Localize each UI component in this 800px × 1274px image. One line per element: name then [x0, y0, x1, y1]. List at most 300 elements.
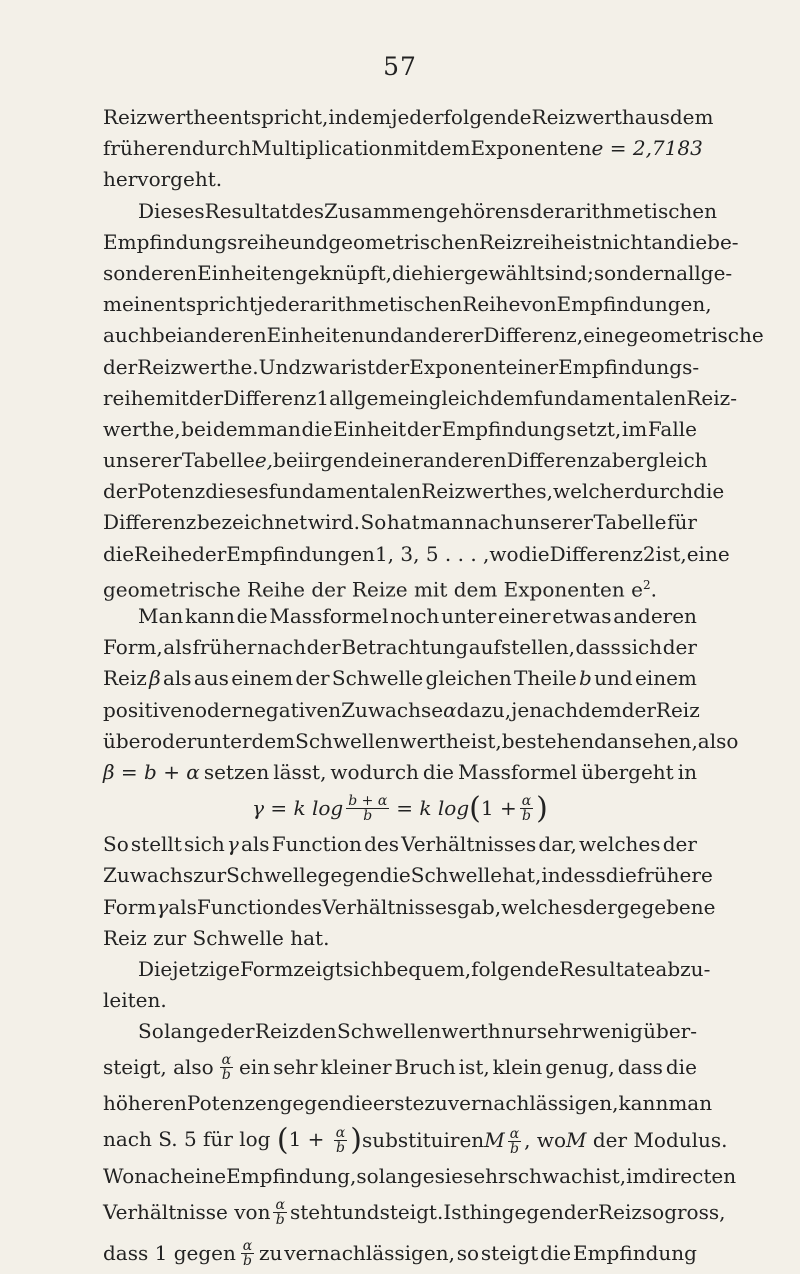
word: So: [103, 832, 129, 857]
word: directen: [651, 1163, 737, 1188]
word: an: [651, 229, 677, 254]
word: wird.: [307, 510, 360, 535]
word: Falle: [647, 416, 697, 441]
text-line: [103, 695, 700, 726]
word: die: [341, 1091, 373, 1116]
word: als: [163, 635, 192, 660]
word: gewählt: [463, 260, 545, 285]
word: dem: [212, 416, 257, 441]
word: Tabelle: [593, 510, 667, 535]
word: Differenz: [223, 385, 317, 410]
word: Wonach: [103, 1163, 184, 1188]
word: nach: [464, 510, 514, 535]
text-line: [103, 954, 711, 985]
word: der: [192, 541, 227, 566]
word: ist: [575, 229, 600, 254]
word: Theile: [514, 666, 577, 691]
word: folgende: [443, 105, 532, 129]
word: Schwelle: [410, 863, 503, 888]
word: der: [295, 666, 330, 691]
word: Massformel: [269, 604, 389, 628]
word: die: [693, 479, 725, 504]
word: Reiz: [598, 1199, 642, 1224]
word: jetzige: [172, 956, 240, 981]
word: anderen: [422, 448, 507, 473]
word: Reiz: [103, 666, 147, 691]
word: mit: [393, 136, 427, 161]
text-line: dass 1 gegen $\frac{\alpha}{b}$ zu vernachlässigen, so steigt die Empfindung: [103, 1237, 697, 1269]
text-line: [103, 923, 697, 954]
word: Betrachtung: [341, 635, 469, 660]
word: geometrischen: [328, 229, 479, 254]
text-line: [103, 102, 714, 133]
text-line: [103, 320, 764, 351]
word: wo: [489, 541, 519, 566]
word: Differenz: [549, 541, 643, 566]
word: oder: [150, 728, 197, 753]
word: für: [667, 510, 697, 535]
word: Reihe: [462, 292, 521, 317]
word: übergeht: [581, 759, 674, 784]
word: welcher: [552, 479, 634, 504]
word: als: [162, 666, 192, 691]
word: folgende: [471, 956, 560, 981]
word: welches: [501, 894, 583, 919]
word: anderen: [182, 323, 267, 348]
word: zur: [193, 863, 227, 888]
word: der: [375, 354, 410, 379]
word: die: [422, 759, 454, 784]
text-line: [103, 383, 737, 414]
line-text: geometrische Reihe der Reize mit dem Exponenten $e^2$.: [103, 577, 657, 602]
text-line: [103, 164, 697, 195]
word: man: [420, 510, 465, 535]
word: Dieses: [138, 198, 205, 223]
text-line: [103, 829, 697, 860]
word: einem: [634, 666, 697, 691]
word: dem: [251, 728, 296, 753]
word: der: [662, 832, 697, 857]
word: und: [341, 1199, 380, 1224]
word: die: [540, 1240, 572, 1265]
word: Function: [271, 832, 362, 857]
word: die: [391, 260, 424, 285]
word: unserer: [103, 448, 182, 473]
word: Multiplication: [251, 136, 394, 161]
word: β = b + α: [103, 759, 200, 784]
word: einem: [231, 666, 294, 691]
word: frühere: [636, 863, 713, 888]
text-line: [103, 539, 730, 570]
word: dazu,: [456, 697, 512, 722]
word: man: [257, 416, 301, 441]
word: welches: [579, 832, 661, 857]
word: der: [621, 697, 656, 722]
word: mit: [155, 385, 189, 410]
word: der: [103, 479, 138, 504]
text-line: [103, 570, 697, 601]
word: e = 2,7183: [591, 136, 703, 161]
word: Empfindungsreihe: [103, 229, 290, 254]
word: bei: [151, 323, 183, 348]
word: nach: [257, 635, 307, 660]
word: der: [563, 1199, 599, 1224]
word: kann: [618, 1091, 669, 1116]
fraction: $\frac{\alpha}{b}$: [509, 1125, 520, 1157]
word: früheren: [103, 136, 192, 161]
word: genug,: [545, 1055, 615, 1080]
word: Function: [196, 894, 288, 919]
word: eine: [183, 1163, 227, 1188]
word: bezeichnet: [196, 510, 308, 535]
word: etwas: [552, 604, 612, 628]
word: dass: [617, 1055, 663, 1080]
word: Form,: [103, 635, 163, 660]
word: γ: [226, 832, 239, 857]
word: Empfindung: [441, 416, 566, 441]
word: früher: [192, 635, 257, 660]
word: mein: [103, 292, 154, 317]
word: Differenz: [103, 510, 197, 535]
word: arithmetischen: [563, 198, 718, 223]
word: Ist: [443, 1199, 470, 1224]
word: ein: [239, 1055, 271, 1080]
word: b: [579, 666, 592, 691]
word: sind;: [544, 260, 594, 285]
word: abzu-: [655, 956, 711, 981]
word: dem: [669, 105, 714, 129]
word: im: [621, 416, 648, 441]
word: nur: [501, 1019, 537, 1044]
text-line: [103, 352, 700, 383]
word: Form: [103, 894, 157, 919]
word: nachdem: [529, 697, 622, 722]
word: aber: [599, 448, 647, 473]
word: lange: [378, 1163, 435, 1188]
word: aufstellen,: [468, 635, 575, 660]
word: des: [364, 832, 399, 857]
text-line: [103, 227, 739, 258]
word: Differenz: [506, 448, 600, 473]
word: Empfindung: [572, 1240, 697, 1265]
word: aus: [193, 666, 229, 691]
word: Potenz: [137, 479, 206, 504]
word: sehr: [536, 1019, 582, 1044]
word: vernachlässigen,: [447, 1091, 619, 1116]
word: Reizwerthe.: [137, 354, 259, 379]
word: be-: [707, 229, 739, 254]
word: allge-: [676, 260, 733, 285]
word: setzen: [203, 759, 270, 784]
word: Reihe: [134, 541, 193, 566]
body-text: [103, 102, 764, 1274]
word: sehr: [463, 1163, 508, 1188]
line-text: hervorgeht.: [103, 167, 223, 192]
word: bei: [181, 416, 213, 441]
fraction: $\frac{\alpha}{b}$: [335, 1125, 346, 1157]
word: Exponent: [409, 354, 506, 379]
word: und: [594, 666, 633, 691]
word: jeder: [256, 292, 310, 317]
word: Resultat: [204, 198, 290, 223]
word: noch: [390, 604, 440, 628]
word: erste: [372, 1091, 425, 1116]
word: ist,: [458, 1055, 490, 1080]
text-line: [103, 133, 703, 164]
word: Reiz-: [686, 385, 737, 410]
text-line: [103, 860, 713, 891]
word: ansehen,: [606, 728, 698, 753]
word: dem: [490, 385, 534, 410]
word: indess: [541, 863, 606, 888]
word: einer: [505, 354, 559, 379]
word: die: [236, 604, 268, 628]
word: über: [103, 728, 151, 753]
word: zu: [258, 1240, 283, 1265]
word: die: [518, 541, 550, 566]
word: entspricht,: [218, 105, 329, 129]
word: Form: [239, 956, 294, 981]
word: so: [456, 1240, 480, 1265]
word: sonderen: [103, 260, 198, 285]
word: 1, 3, 5 . . . ,: [374, 541, 490, 566]
word: steht: [289, 1199, 341, 1224]
word: der: [529, 198, 564, 223]
word: 2: [642, 541, 656, 566]
word: γ: [156, 894, 169, 919]
word: der: [306, 635, 341, 660]
word: dass: [575, 635, 621, 660]
word: anderen: [613, 604, 697, 628]
word: sie: [434, 1163, 464, 1188]
word: gegebene: [616, 894, 716, 919]
word: Reizwerth: [531, 105, 635, 129]
word: α: [443, 697, 457, 722]
page-number: 57: [383, 52, 417, 81]
word: die: [379, 863, 411, 888]
word: schwach: [507, 1163, 596, 1188]
word: ist,: [595, 1163, 627, 1188]
word: durch: [633, 479, 694, 504]
word: Schwellenwerth: [337, 1019, 501, 1044]
word: sich: [621, 635, 663, 660]
word: oder: [194, 697, 242, 722]
word: bestehend: [501, 728, 607, 753]
word: werthe,: [103, 416, 181, 441]
text-line: [103, 507, 697, 538]
word: aus: [634, 105, 670, 129]
word: Empfindungs-: [558, 354, 700, 379]
word: klein: [492, 1055, 543, 1080]
word: So: [360, 510, 387, 535]
word: Man: [138, 604, 184, 628]
word: zu: [424, 1091, 448, 1116]
word: Tabelle: [181, 448, 255, 473]
word: einer: [498, 604, 551, 628]
text-line: [103, 1161, 737, 1192]
text-line: [103, 726, 739, 757]
word: den: [299, 1019, 337, 1044]
word: e,: [254, 448, 274, 473]
text-line: nach S. 5 für log (1 + $\frac{\alpha}{b}$ ) substituiren M $\frac{\alpha}{b}$ , wo M der Modulus.: [103, 1122, 728, 1158]
word: negativen: [241, 697, 342, 722]
fraction: $\frac{b + \alpha}{b}$: [348, 793, 388, 825]
word: anderer: [403, 323, 484, 348]
word: in: [677, 759, 697, 784]
word: Einheiten: [197, 260, 295, 285]
word: der: [406, 416, 442, 441]
word: sehr: [273, 1055, 318, 1080]
word: hat: [386, 510, 420, 535]
word: Die: [138, 956, 173, 981]
word: dieses: [205, 479, 269, 504]
text-line: [103, 1088, 713, 1119]
word: als: [240, 832, 270, 857]
word: Bruch: [394, 1055, 456, 1080]
word: sich: [342, 956, 384, 981]
word: gleichen: [425, 666, 512, 691]
word: und: [364, 323, 403, 348]
word: kann: [185, 604, 235, 628]
word: Reizreihe: [478, 229, 576, 254]
word: stellt: [130, 832, 182, 857]
word: Schwelle: [331, 666, 424, 691]
text-line: [103, 289, 712, 320]
word: die: [103, 541, 135, 566]
word: steigt: [480, 1240, 539, 1265]
word: des: [289, 198, 324, 223]
word: Einheit: [333, 416, 407, 441]
word: auch: [103, 323, 152, 348]
word: β: [149, 666, 161, 691]
word: Exponenten: [470, 136, 592, 161]
word: einer: [370, 448, 423, 473]
word: lange: [164, 1019, 220, 1044]
word: Resultate: [559, 956, 656, 981]
word: Reiz: [254, 1019, 299, 1044]
word: der: [582, 894, 617, 919]
word: reihe: [103, 385, 156, 410]
word: Einheiten: [266, 323, 365, 348]
text-line: [103, 445, 708, 476]
word: 1: [316, 385, 330, 410]
word: die: [665, 1055, 697, 1080]
word: ist,: [470, 728, 502, 753]
word: so: [356, 1163, 379, 1188]
word: entspricht: [153, 292, 257, 317]
fraction: $\frac{\alpha}{b}$: [221, 1052, 232, 1084]
word: positiven: [103, 697, 195, 722]
text-line: [103, 414, 697, 445]
word: gleich: [646, 448, 708, 473]
word: unserer: [514, 510, 593, 535]
word: fundamentalen: [533, 385, 687, 410]
word: also: [697, 728, 739, 753]
text-line: [103, 632, 697, 663]
word: Reizwerthe: [103, 105, 219, 129]
word: von: [520, 292, 557, 317]
word: und: [289, 229, 329, 254]
word: Differenz,: [483, 323, 584, 348]
word: geometrische: [626, 323, 764, 348]
text-line: Verhältnisse von $\frac{\alpha}{b}$ steht und steigt. Ist hingegen der Reiz so gross,: [103, 1196, 726, 1228]
word: allgemein: [329, 385, 429, 410]
word: Reiz: [655, 697, 700, 722]
word: unter: [441, 604, 497, 628]
word: der: [103, 354, 138, 379]
word: sondern: [593, 260, 677, 285]
line-text: Reiz zur Schwelle hat.: [103, 925, 330, 950]
word: nicht: [599, 229, 652, 254]
word: Reizwerthes,: [421, 479, 553, 504]
word: dar,: [538, 832, 577, 857]
word: Schwelle: [226, 863, 318, 888]
word: Zusammengehörens: [323, 198, 530, 223]
word: fundamentalen: [268, 479, 422, 504]
word: Zuwachs: [103, 863, 194, 888]
word: bei: [273, 448, 305, 473]
word: indem: [328, 105, 392, 129]
word: höheren: [103, 1091, 187, 1116]
word: gross,: [664, 1199, 726, 1224]
word: Empfindungen,: [556, 292, 712, 317]
word: zeigt: [293, 956, 343, 981]
word: hier: [423, 260, 464, 285]
word: vernachlässigen,: [284, 1240, 455, 1265]
text-line: steigt, also $\frac{\alpha}{b}$ ein sehr kleiner Bruch ist, klein genug, dass die: [103, 1052, 697, 1084]
word: Empfindung,: [226, 1163, 357, 1188]
line-text: leiten.: [103, 988, 167, 1013]
word: ist,: [655, 541, 687, 566]
word: sich: [184, 832, 225, 857]
word: setzt,: [566, 416, 622, 441]
word: dem: [426, 136, 471, 161]
word: der: [220, 1019, 255, 1044]
word: Zuwachse: [341, 697, 444, 722]
fraction: $\frac{\alpha}{b}$: [521, 793, 532, 825]
text-line: [103, 196, 718, 227]
word: geknüpft,: [294, 260, 392, 285]
word: als: [168, 894, 197, 919]
word: Verhältnisses: [322, 894, 458, 919]
word: so: [641, 1199, 665, 1224]
text-line: [103, 985, 697, 1016]
word: im: [626, 1163, 652, 1188]
text-line: [103, 757, 697, 788]
word: hat,: [502, 863, 542, 888]
text-line: [103, 663, 697, 694]
word: gegen: [279, 1091, 342, 1116]
text-line: [103, 1016, 697, 1047]
word: Und: [258, 354, 302, 379]
word: unter: [196, 728, 252, 753]
word: eine: [583, 323, 627, 348]
word: jeder: [391, 105, 444, 129]
word: steigt.: [379, 1199, 444, 1224]
word: gegen: [317, 863, 380, 888]
word: gleich: [428, 385, 491, 410]
word: irgend: [304, 448, 371, 473]
word: arithmetischen: [309, 292, 463, 317]
word: eine: [686, 541, 730, 566]
word: ist: [350, 354, 376, 379]
word: die: [676, 229, 708, 254]
text-line: [103, 258, 733, 289]
word: die: [301, 416, 333, 441]
fraction: $\frac{\alpha}{b}$: [275, 1196, 285, 1228]
word: der: [662, 635, 697, 660]
word: wenig: [581, 1019, 643, 1044]
